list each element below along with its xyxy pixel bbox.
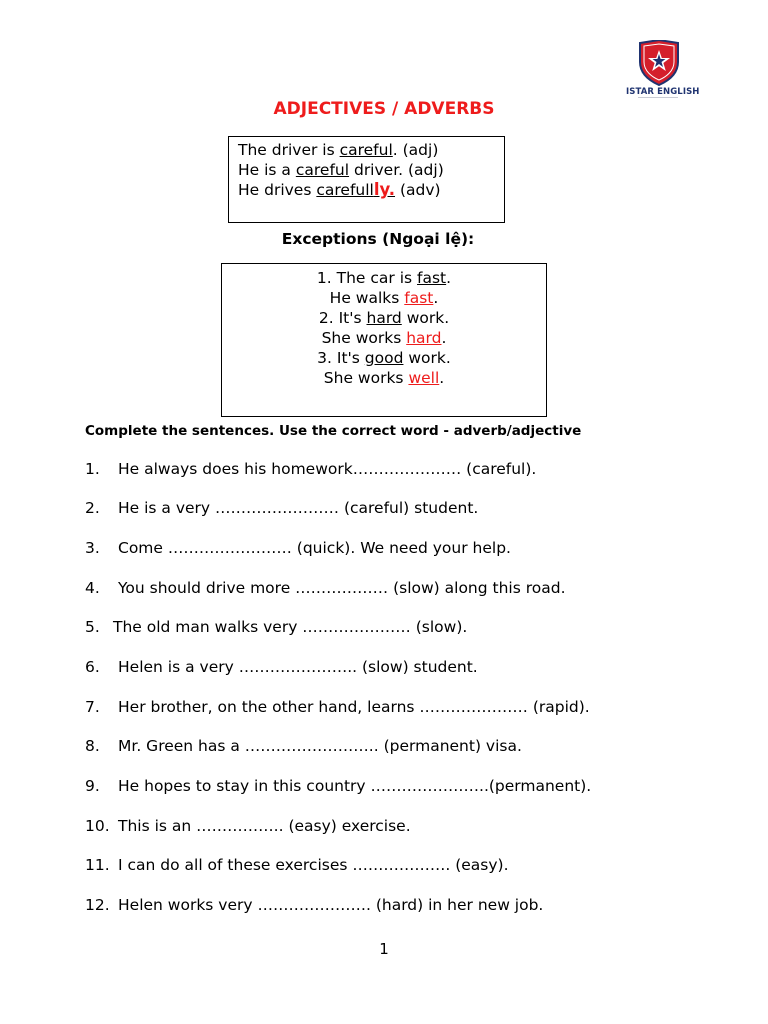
adverb-suffix: ly.: [373, 180, 396, 199]
shield-star-icon: [638, 40, 680, 86]
exercise-number: 9.: [85, 777, 100, 795]
exception-word: fast: [404, 289, 434, 307]
exercise-item: [85, 896, 543, 914]
rule-box: [228, 136, 505, 223]
rule-text: . (adj): [392, 141, 439, 159]
exception-text: work.: [403, 349, 451, 367]
exception-text: 3. It's: [317, 349, 365, 367]
exceptions-heading: Exceptions (Ngoại lệ):: [281, 230, 475, 248]
rule-word: [316, 181, 395, 199]
exercise-number: 10.: [85, 817, 110, 835]
exercise-sentence: Her brother, on the other hand, learns ………………… (rapid).: [118, 698, 590, 716]
exercise-sentence: The old man walks very ………………… (slow).: [113, 618, 468, 636]
exercise-item: [85, 658, 478, 676]
exercise-item: [85, 579, 566, 597]
exercise-sentence: You should drive more ……………… (slow) along this road.: [118, 579, 566, 597]
exception-line: [222, 288, 546, 308]
istar-english-logo: [626, 40, 700, 102]
exercise-number: 7.: [85, 698, 100, 716]
rule-text: (adv): [395, 181, 441, 199]
exception-word: good: [364, 349, 404, 367]
exercise-item: [85, 777, 591, 795]
exercise-sentence: He hopes to stay in this country …………………..(permanent).: [118, 777, 592, 795]
exception-word: fast: [417, 269, 447, 287]
exception-text: work.: [401, 309, 450, 327]
exercise-sentence: Helen is a very ………………….. (slow) student.: [118, 658, 478, 676]
exercise-item: [85, 618, 467, 636]
exception-text: .: [439, 369, 445, 387]
exercise-sentence: He always does his homework………………… (careful).: [118, 460, 537, 478]
exercise-sentence: I can do all of these exercises ………………. (easy).: [118, 856, 509, 874]
logo-text: ISTAR ENGLISH: [626, 87, 700, 97]
exception-text: She works: [321, 329, 407, 347]
exception-text: He walks: [329, 289, 405, 307]
rule-text: He is a: [238, 161, 296, 179]
rule-line-2: [238, 160, 504, 180]
exception-word: well: [408, 369, 440, 387]
exception-text: She works: [323, 369, 409, 387]
rule-word: careful: [339, 141, 393, 159]
page-title: ADJECTIVES / ADVERBS: [273, 99, 495, 119]
rule-word: careful: [295, 161, 350, 179]
exercise-number: 12.: [85, 896, 110, 914]
exercise-number: 1.: [85, 460, 100, 478]
exception-line: [222, 348, 546, 368]
exercise-number: 4.: [85, 579, 100, 597]
rule-line-3: [238, 180, 504, 200]
exercise-number: 3.: [85, 539, 100, 557]
exceptions-box: [221, 263, 547, 417]
exercise-sentence: Come …………………… (quick). We need your help.: [118, 539, 511, 557]
exercise-number: 5.: [85, 618, 100, 636]
exception-text: .: [433, 289, 439, 307]
exercise-number: 2.: [85, 499, 100, 517]
exercise-item: [85, 856, 509, 874]
exercise-number: 11.: [85, 856, 110, 874]
exercise-item: [85, 817, 411, 835]
exercise-number: 6.: [85, 658, 100, 676]
rule-text: The driver is: [238, 141, 340, 159]
exception-text: .: [441, 329, 447, 347]
exception-line: [222, 308, 546, 328]
exception-line: [222, 328, 546, 348]
exercise-number: 8.: [85, 737, 100, 755]
instruction-text: Complete the sentences. Use the correct word - adverb/adjective: [85, 423, 582, 439]
exercise-sentence: Mr. Green has a …………………….. (permanent) visa.: [118, 737, 522, 755]
exception-word: hard: [406, 329, 442, 347]
exercise-sentence: Helen works very …………………. (hard) in her new job.: [118, 896, 544, 914]
page-number: 1: [379, 940, 389, 958]
exception-text: 2. It's: [318, 309, 367, 327]
exercise-sentence: He is a very …………………… (careful) student.: [118, 499, 479, 517]
rule-word-stem: carefull: [316, 181, 374, 199]
exception-word: hard: [366, 309, 402, 327]
exercise-item: [85, 460, 536, 478]
exercise-item: [85, 698, 590, 716]
exercise-item: [85, 499, 478, 517]
exception-line: [222, 368, 546, 388]
exercise-item: [85, 737, 522, 755]
rule-text: driver. (adj): [349, 161, 444, 179]
rule-line-1: [238, 140, 504, 160]
rule-text: He drives: [238, 181, 317, 199]
exception-line: [222, 268, 546, 288]
exception-text: 1. The car is: [316, 269, 418, 287]
exercise-sentence: This is an …………….. (easy) exercise.: [118, 817, 411, 835]
exception-text: .: [446, 269, 452, 287]
exercise-item: [85, 539, 511, 557]
